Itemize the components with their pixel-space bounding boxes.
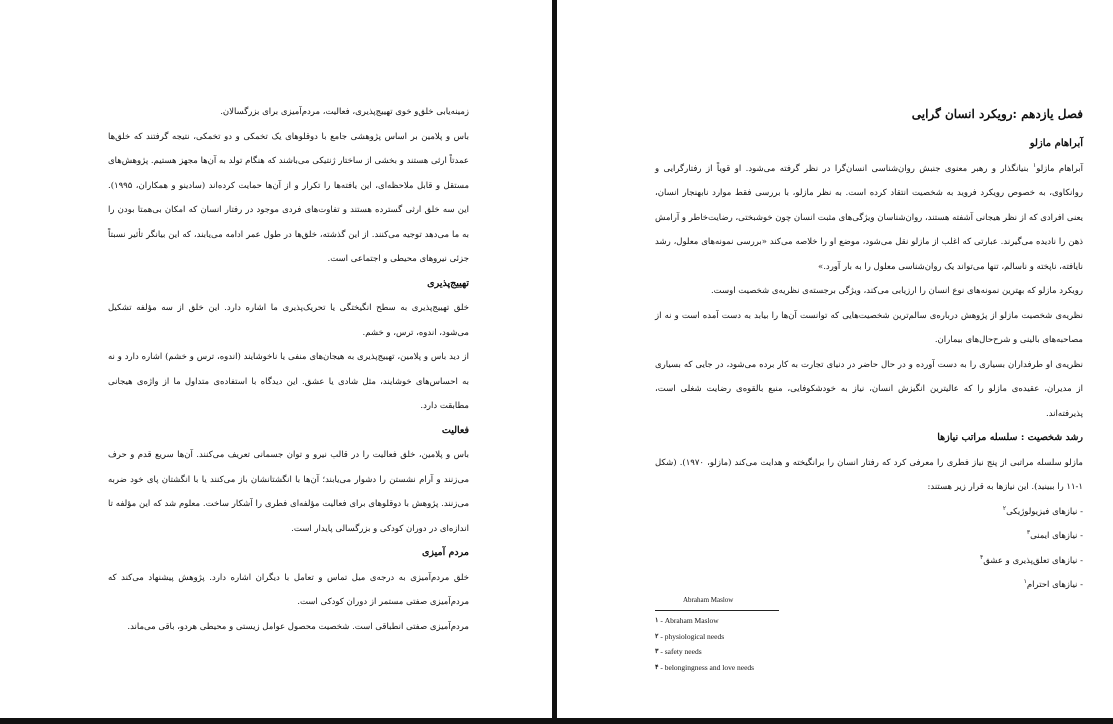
footnote-rule-label: Abraham Maslow: [683, 596, 734, 604]
footnote-ref: ۱: [1023, 578, 1027, 586]
right-page-body: [655, 100, 1083, 598]
heading-sociability: مردم آمیزی: [421, 547, 469, 558]
chapter-title: فصل یازدهم :رویکرد انسان گرایی: [911, 107, 1083, 121]
need-item: - نیازهای فیزیولوژیکی$^۲$: [1002, 504, 1083, 517]
footnote-ref: ۴: [979, 553, 984, 561]
sociability-paragraph: خلق مردم‌آمیزی به درجه‌ی میل تماس و تعامل با دیگران اشاره دارد. پژوهش پیشنهاد می‌کند که مردم‌آمیزی صفتی مستمر از دوران کودکی است.: [108, 572, 469, 607]
footnote-ref: ۳: [1026, 529, 1031, 537]
footnote-ref: ۱: [1032, 161, 1037, 169]
maslow-paragraph: رویکرد مازلو که بهترین نمونه‌های نوع انسان را ارزیابی می‌کند، ویژگی برجسته‌ی نظریه‌ی شخصیت اوست.: [710, 286, 1083, 296]
need-item: - نیازهای ایمنی$^۳$: [1026, 529, 1083, 541]
intro-line: زمینه‌یابی خلق‌و خوی تهییج‌پذیری، فعالیت، مردم‌آمیزی برای بزرگسالان.: [220, 107, 469, 117]
bottom-border: [0, 718, 1113, 724]
left-page-body: [108, 100, 469, 639]
heading-maslow: آبراهام مازلو: [1029, 138, 1083, 149]
heading-activity: فعالیت: [441, 424, 469, 436]
footnote: ۲ - physiological needs: [655, 631, 725, 641]
footnote-ref: ۲: [1002, 504, 1007, 512]
maslow-paragraph: نظریه‌ی شخصیت مازلو از پژوهش درباره‌ی سالم‌ترین شخصیت‌هایی که توانست آن‌ها را بیابد به دست آمده است و نه از مصاحبه‌های بالینی و شرح‌حال‌های بیماران.: [655, 310, 1083, 345]
hierarchy-paragraph: مازلو سلسله مراتبی از پنج نیاز فطری را معرفی کرد که رفتار انسان را برانگیخته و هدایت می‌کند (مازلو، ۱۹۷۰). (شکل ۱-۱۱ را ببینید). این نیازها به قرار زیر هستند:: [655, 457, 1083, 492]
need-item: - نیازهای تعلق‌پذیری و عشق$^۴$: [979, 553, 1083, 566]
maslow-intro-paragraph: [655, 157, 1083, 280]
heading-excitability: تهییج‌پذیری: [427, 277, 469, 289]
buss-plomin-paragraph: باس و پلامین بر اساس پژوهشی جامع با دوقلوهای یک تخمکی و دو تخمکی، نتیجه گرفتند که خلق‌ها عمدتاً ارثی هستند و بخشی از ساختار ژنتیکی می‌باشند که هنگام تولد به آن‌ها مجهز هستیم. پژوهش‌های مستقل و قابل ملاحظه‌ای، این یافته‌ها را تکرار و از آن‌ها حمایت کرده‌اند (سادینو و همکاران، ۱۹۹۵). این سه خلق ارثی گسترده هستند و تفاوت‌های فردی موجود در رفتار انسان که امکان بی‌همتا بودن را به ما می‌دهد توجیه می‌کنند. از این گذشته، خلق‌ها در طول عمر ادامه می‌یابند، که این بیانگر تأثیر نسبتاً جزئی نیروهای محیطی و اجتماعی است.: [108, 131, 469, 264]
need-item: - نیازهای احترام$^۱$: [1023, 578, 1083, 590]
excitability-paragraph: از دید باس و پلامین، تهییج‌پذیری به هیجان‌های منفی یا ناخوشایند (اندوه، ترس و خشم) اشاره دارد و نه به احساس‌های خوشایند، مثل شادی یا عشق. این دیدگاه با استفاده‌ی متداول ما از واژه‌ی هیجانی مطابقت دارد.: [108, 352, 469, 411]
activity-paragraph: باس و پلامین، خلق فعالیت را در قالب نیرو و توان جسمانی تعریف می‌کنند. آن‌ها سریع قدم و حرف می‌زنند و آرام نشستن را دشوار می‌یابند؛ آن‌ها با انگشتانشان باز می‌کنند یا با انگشتان پای خود ضربه می‌زنند. پژوهش با دوقلوهای برای فعالیت مؤلفه‌ای فطری را آشکار ساخت. معلوم شد که این مؤلفه تا اندازه‌ای در دوران کودکی و بزرگسالی پایدار است.: [108, 450, 469, 534]
footnote: ۱ - Abraham Maslow: [655, 616, 719, 625]
right-page: [557, 0, 1113, 718]
maslow-paragraph: نظریه‌ی او طرفداران بسیاری را به دست آورده و در حال حاضر در دنیای تجارت به کار برده می‌شود، در جایی که بسیاری از مدیران، عقیده‌ی مازلو را که عالیترین انگیزش انسان، نیاز به خودشکوفایی، منبع بالقوه‌ی رضایت شغلی است، پذیرفته‌اند.: [655, 359, 1083, 419]
excitability-paragraph: خلق تهییج‌پذیری به سطح انگیختگی یا تحریک‌پذیری ما اشاره دارد. این خلق از سه مؤلفه تشکیل می‌شود، اندوه، ترس، و خشم.: [108, 303, 469, 338]
footnote: ۴ - belongingness and love needs: [655, 662, 755, 672]
footnote-separator: [655, 610, 779, 611]
sociability-paragraph: مردم‌آمیزی صفتی انطباقی است. شخصیت محصول عوامل زیستی و محیطی هردو، باقی می‌ماند.: [127, 621, 469, 632]
footnote: ۳ - safety needs: [655, 647, 702, 656]
footnotes: [655, 596, 955, 675]
heading-personality-growth: رشد شخصیت : سلسله مراتب نیازها: [937, 432, 1083, 443]
maslow-name: آبراهام مازلو: [1036, 163, 1083, 174]
maslow-intro-text: بنیانگذار و رهبر معنوی جنبش روان‌شناسی انسان‌گرا در نظر گرفته می‌شود. او قویاً از رفتارگرایی و روانکاوی، به خصوص رویکرد فروید به شخصیت انتقاد کرده است. به نظر مازلو، با بررسی فقط موارد نابهنجار انسان، یعنی افرادی که از نظر هیجانی آشفته هستند، روان‌شناسان ویژگی‌های مثبت انسان چون خوشبختی، رضایت‌خاطر و آرامش ذهن را نادیده می‌گیرند. عبارتی که اغلب از مازلو نقل می‌شود، موضع او را خلاصه می‌کند «بررسی نمونه‌های معلول، رشد نایافته، ناپخته و ناسالم، تنها می‌تواند یک روان‌شناسی معلول را به بار آورد.»: [655, 163, 1083, 272]
left-page: [0, 0, 552, 718]
